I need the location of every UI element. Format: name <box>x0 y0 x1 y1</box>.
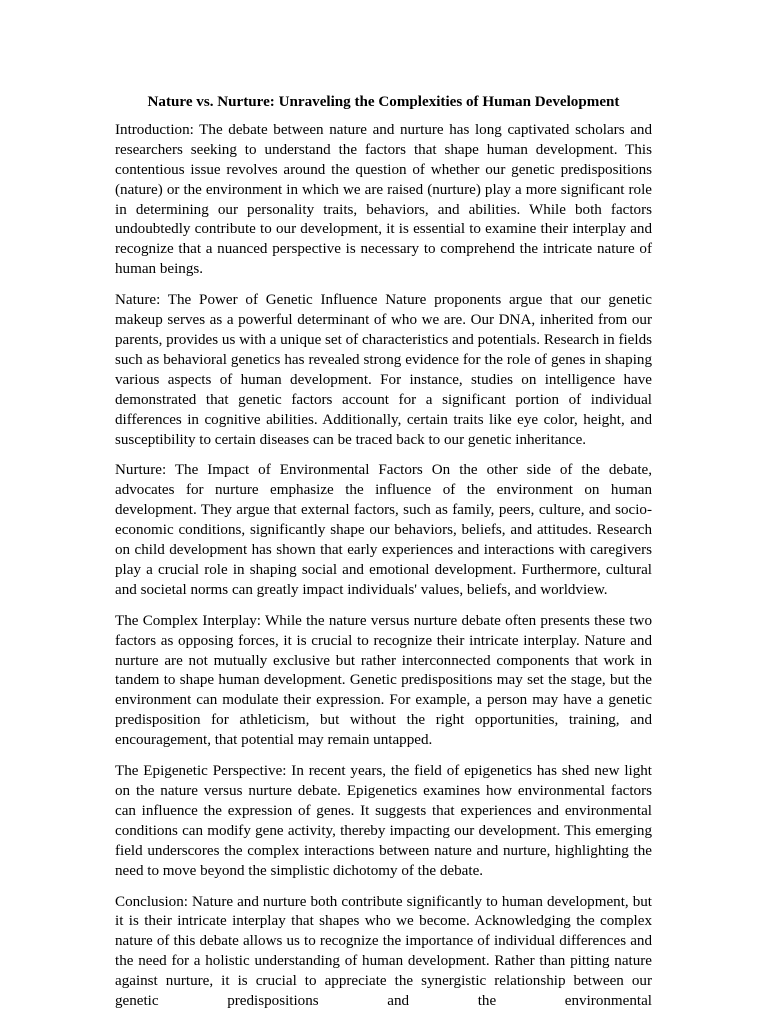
paragraph-nurture: Nurture: The Impact of Environmental Factors On the other side of the debate, advocates for nurture emphasize the influence of the environment on human development. They argue that external factors, such as family, peers, culture, and socio-economic conditions, significantly shape our behaviors, beliefs, and attitudes. Research on child development has shown that early experiences and interactions with caregivers play a crucial role in shaping social and emotional development. Furthermore, cultural and societal norms can greatly impact individuals' values, beliefs, and worldview. <box>115 462 652 598</box>
document-body <box>115 93 652 1023</box>
paragraph-conclusion: Conclusion: Nature and nurture both contribute significantly to human development, but it is their intricate interplay that shapes who we become. Acknowledging the complex nature of this debate allows us to recognize the importance of individual differences and the need for a holistic understanding of human development. Rather than pitting nature against nurture, it is crucial to appreciate the synergistic relationship between our genetic predispositions and the environmental <box>115 893 652 1010</box>
paragraph-introduction: Introduction: The debate between nature and nurture has long captivated scholars and researchers seeking to understand the factors that shape human development. This contentious issue revolves around the question of whether our genetic predispositions (nature) or the environment in which we are raised (nurture) play a more significant role in determining our personality traits, behaviors, and abilities. While both factors undoubtedly contribute to our development, it is essential to examine their interplay and recognize that a nuanced perspective is necessary to comprehend the intricate nature of human beings. <box>115 121 652 278</box>
document-title: Nature vs. Nurture: Unraveling the Complexities of Human Development <box>147 94 620 110</box>
paragraph-epigenetic-perspective: The Epigenetic Perspective: In recent years, the field of epigenetics has shed new light on the nature versus nurture debate. Epigenetics examines how environmental factors can influence the expression of genes. It suggests that experiences and environmental conditions can modify gene activity, thereby impacting our development. This emerging field underscores the complex interactions between nature and nurture, highlighting the need to move beyond the simplistic dichotomy of the debate. <box>115 763 652 879</box>
paragraph-complex-interplay: The Complex Interplay: While the nature versus nurture debate often presents these two factors as opposing forces, it is crucial to recognize their intricate interplay. Nature and nurture are not mutually exclusive but rather interconnected components that work in tandem to shape human development. Genetic predispositions may set the stage, but the environment can modulate their expression. For example, a person may have a genetic predisposition for athleticism, but without the right opportunities, training, and encouragement, that potential may remain untapped. <box>115 612 652 749</box>
paragraph-nature: Nature: The Power of Genetic Influence Nature proponents argue that our genetic makeup serves as a powerful determinant of who we are. Our DNA, inherited from our parents, provides us with a unique set of characteristics and potentials. Research in fields such as behavioral genetics has revealed strong evidence for the role of genes in shaping various aspects of human development. For instance, studies on intelligence have demonstrated that genetic factors account for a significant portion of individual differences in cognitive abilities. Additionally, certain traits like eye color, height, and susceptibility to certain diseases can be traced back to our genetic inheritance. <box>115 292 652 448</box>
